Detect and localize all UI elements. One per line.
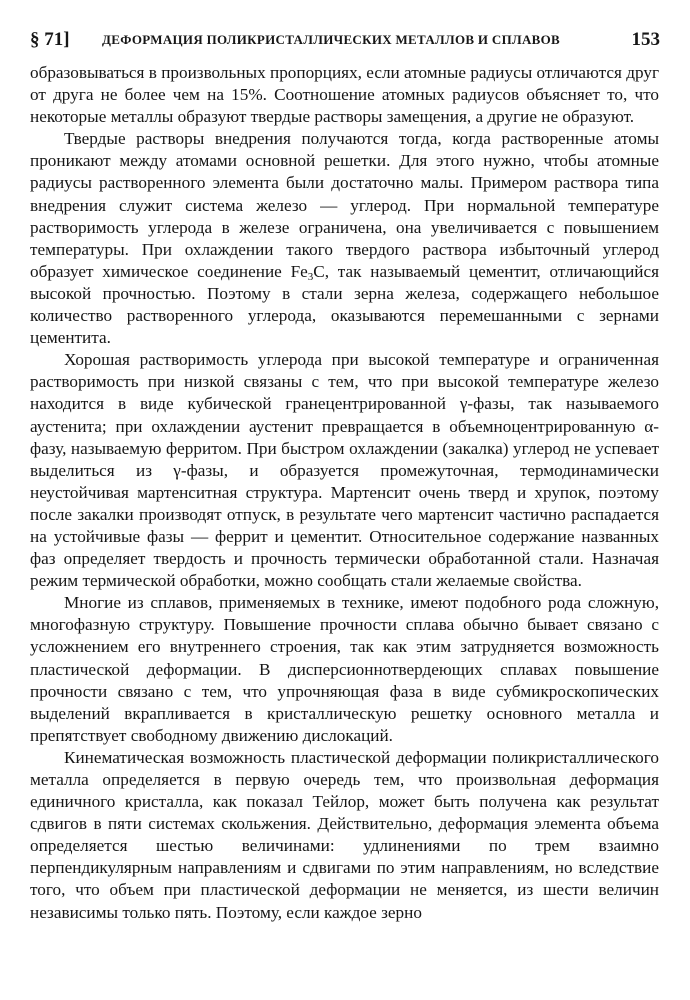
paragraph-carbon-solubility: Хорошая растворимость углерода при высокой температуре и ограниченная растворимость при низкой связаны с тем, что при высокой температуре железо находится в виде кубической гранецентрированной γ-фазы, так называемого аустенита; при охлаждении аустенит превращается в объемноцентрированную α-фазу, называемую ферритом. При быстром охлаждении (закалка) углерод не успевает выделиться из γ-фазы, и образуется промежуточная, термодинамически неустойчивая мартенситная структура. Мартенсит очень тверд и хрупок, поэтому после закалки производят отпуск, в результате чего мартенсит частично распадается на устойчивые фазы — феррит и цементит. Относительное содержание названных фаз определяет твердость и прочность термически обработанной стали. Назначая режим термической обработки, можно сообщать стали желаемые свойства. — [30, 350, 659, 591]
paragraph-alloys: Многие из сплавов, применяемых в технике, имеют подобного рода сложную, многофазную структуру. Повышение прочности сплава обычно бывает связано с усложнением его внутреннего строения, так как этим затрудняется возможность пластической деформации. В дисперсионнотвердеющих сплавах повышение прочности связано с тем, что упрочняющая фаза в виде субмикроскопических выделений вкрапливается в кристаллическую решетку основного металла и препятствует свободному движению дислокаций. — [30, 593, 659, 745]
paragraph-kinematics: Кинематическая возможность пластической деформации поликристаллического металла определяется в первую очередь тем, что произвольная деформация единичного кристалла, как показал Тейлор, может быть получена как результат сдвигов в пяти системах скольжения. Действительно, деформация элемента объема определяется шестью величинами: удлинениями по трем взаимно перпендикулярным направлениям и сдвигами по этим направлениям, но вследствие того, что объем при пластической деформации не меняется, из шести величин независимы только пять. Поэтому, если каждое зерно — [30, 747, 659, 922]
paragraph-text-cont: C, так называемый цементит, отличающийся высокой прочностью. Поэтому в стали зерна железа, содержащего небольшое количество растворенного углерода, оказываются перемешанными с зернами цементита. — [30, 261, 659, 348]
paragraph-text: Твердые растворы внедрения получаются тогда, когда растворенные атомы проникают между атомами основной решетки. Для этого нужно, чтобы атомные радиусы растворенного элемента были достаточно малы. Примером раствора типа внедрения служит система железо — углерод. При нормальной температуре растворимость углерода в железе ограничена, она увеличивается с повышением температуры. При охлаждении такого твердого раствора избыточный углерод образует химическое соединение — [30, 129, 659, 281]
paragraph-interstitial-solutions — [30, 128, 659, 349]
formula-iron: Fe — [290, 261, 308, 281]
formula-subscript: 3 — [307, 270, 314, 283]
page-number: 153 — [631, 29, 660, 50]
running-header — [30, 29, 660, 53]
running-title: ДЕФОРМАЦИЯ ПОЛИКРИСТАЛЛИЧЕСКИХ МЕТАЛЛОВ И СПЛАВОВ — [102, 32, 561, 47]
section-number: § 71] — [30, 29, 70, 50]
body-text — [30, 62, 659, 924]
paragraph-continued: образовываться в произвольных пропорциях, если атомные радиусы отличаются друг от друга не более чем на 15%. Соотношение атомных радиусов объясняет то, что некоторые металлы образуют твердые растворы замещения, а другие не образуют. — [30, 63, 659, 127]
